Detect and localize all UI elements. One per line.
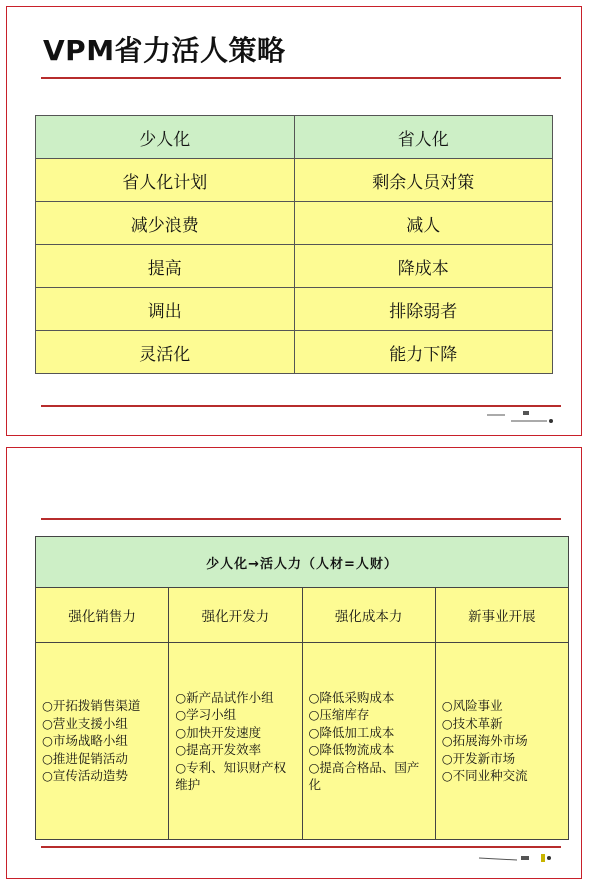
column-body-row bbox=[36, 643, 569, 840]
table-cell: 减少浪费 bbox=[36, 202, 295, 245]
column-body bbox=[302, 643, 435, 840]
human-power-table bbox=[35, 536, 569, 840]
list-item: ○压缩库存 bbox=[308, 707, 370, 722]
slide-1 bbox=[6, 6, 582, 436]
table-caption: 少人化→活人力（人材=人财） bbox=[36, 537, 569, 588]
table-header-cell: 省人化 bbox=[294, 116, 553, 159]
table-cell: 调出 bbox=[36, 288, 295, 331]
column-body bbox=[36, 643, 169, 840]
column-header-row bbox=[36, 588, 569, 643]
table-cell: 排除弱者 bbox=[294, 288, 553, 331]
footer-divider bbox=[41, 405, 561, 407]
list-item: ○风险事业 bbox=[441, 698, 503, 714]
caption-row bbox=[36, 537, 569, 588]
list-item: ○宣传活动造势 bbox=[42, 768, 128, 784]
table-row bbox=[36, 245, 553, 288]
list-item: ○技术革新 bbox=[441, 715, 503, 731]
corner-logo-icon bbox=[477, 848, 567, 870]
column-body bbox=[435, 643, 568, 840]
list-item: ○推进促销活动 bbox=[42, 750, 128, 766]
table-cell: 剩余人员对策 bbox=[294, 159, 553, 202]
table-cell: 省人化计划 bbox=[36, 159, 295, 202]
column-header: 强化销售力 bbox=[36, 588, 169, 643]
column-header: 强化成本力 bbox=[302, 588, 435, 643]
table-row bbox=[36, 159, 553, 202]
table-cell: 降成本 bbox=[294, 245, 553, 288]
table-header-cell: 少人化 bbox=[36, 116, 295, 159]
column-header: 强化开发力 bbox=[169, 588, 302, 643]
slide-title: VPM省力活人策略 bbox=[43, 34, 286, 67]
list-item: ○新产品试作小组 bbox=[175, 689, 274, 705]
list-item: ○降低采购成本 bbox=[308, 689, 395, 705]
table-row bbox=[36, 202, 553, 245]
slide-2 bbox=[6, 447, 582, 879]
table-header-row bbox=[36, 116, 553, 159]
list-item: ○开拓拨销售渠道 bbox=[42, 698, 141, 714]
list-item: ○学习小组 bbox=[175, 707, 237, 722]
table-cell: 提高 bbox=[36, 245, 295, 288]
list-item: ○不同业种交流 bbox=[441, 768, 528, 784]
table-row bbox=[36, 288, 553, 331]
list-item: ○开发新市场 bbox=[441, 750, 516, 766]
list-item: ○降低物流成本 bbox=[308, 742, 395, 757]
list-item: ○提高合格品、国产化 bbox=[308, 759, 420, 792]
table-cell: 灵活化 bbox=[36, 331, 295, 374]
top-divider bbox=[41, 518, 561, 520]
table-cell: 减人 bbox=[294, 202, 553, 245]
list-item: ○降低加工成本 bbox=[308, 724, 395, 740]
corner-logo-icon bbox=[485, 407, 565, 427]
title-divider bbox=[41, 77, 561, 79]
table-cell: 能力下降 bbox=[294, 331, 553, 374]
list-item: ○专利、知识财产权维护 bbox=[175, 759, 287, 792]
list-item: ○营业支援小组 bbox=[42, 715, 128, 731]
list-item: ○市场战略小组 bbox=[42, 733, 128, 749]
column-body bbox=[169, 643, 302, 840]
list-item: ○加快开发速度 bbox=[175, 724, 262, 740]
table-row bbox=[36, 331, 553, 374]
list-item: ○拓展海外市场 bbox=[441, 733, 528, 749]
list-item: ○提高开发效率 bbox=[175, 742, 262, 757]
column-header: 新事业开展 bbox=[435, 588, 568, 643]
strategy-table bbox=[35, 115, 553, 374]
